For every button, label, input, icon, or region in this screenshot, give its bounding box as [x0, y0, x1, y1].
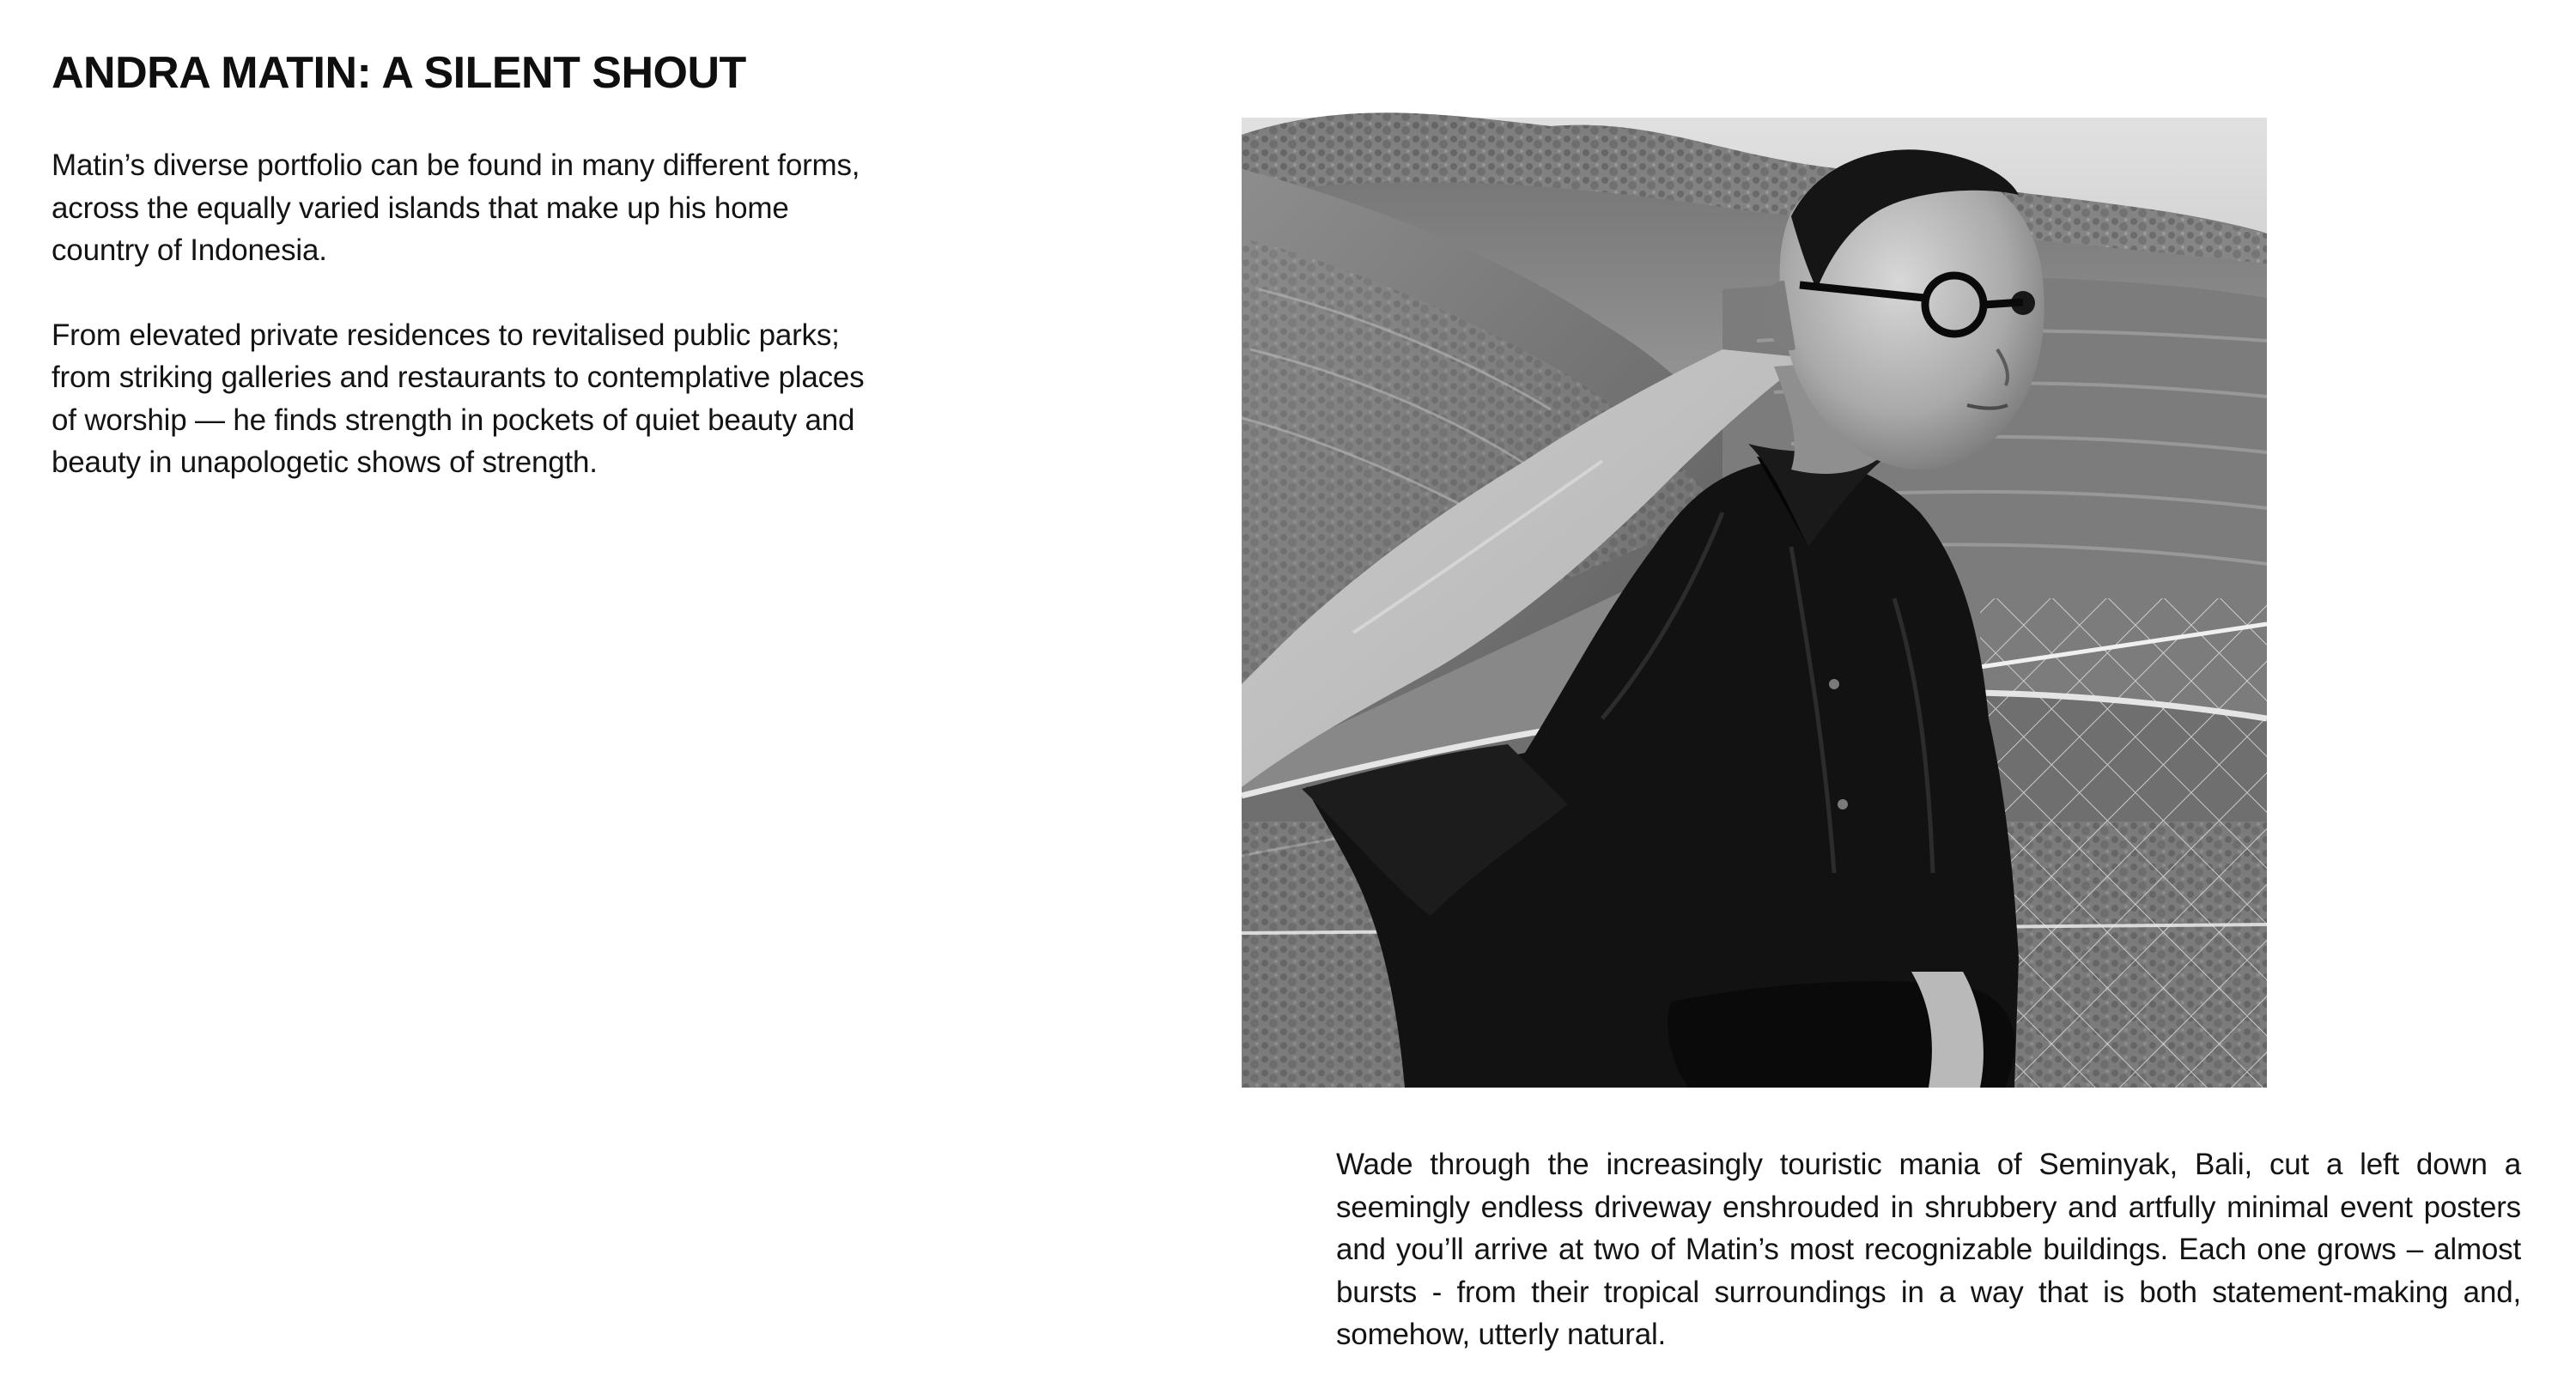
portrait-photo: [1242, 66, 2267, 1088]
intro-paragraph: Matin’s diverse portfolio can be found in many different forms, across the equally varied islands that make up his home country of Indonesia.: [52, 149, 860, 267]
portrait-image: [1242, 66, 2267, 1088]
intro-paragraph: From elevated private residences to revitalised public parks; from striking galleries and restaurants to contemplative places of worship — he finds strength in pockets of quiet beauty and beauty in unapologetic shows of strength.: [52, 318, 865, 479]
article-title: ANDRA MATIN: A SILENT SHOUT: [52, 48, 746, 98]
photo-caption: Wade through the increasingly touristic mania of Seminyak, Bali, cut a left down a seemingly endless driveway enshrouded in shrubbery and artfully minimal event posters and you’ll arrive at two of Matin’s most recognizable buildings. Each one grows – almost bursts - from their tropical surroundings in a way that is both statement-making and, somehow, utterly natural.: [1336, 1148, 2521, 1351]
intro-text: [52, 144, 987, 526]
